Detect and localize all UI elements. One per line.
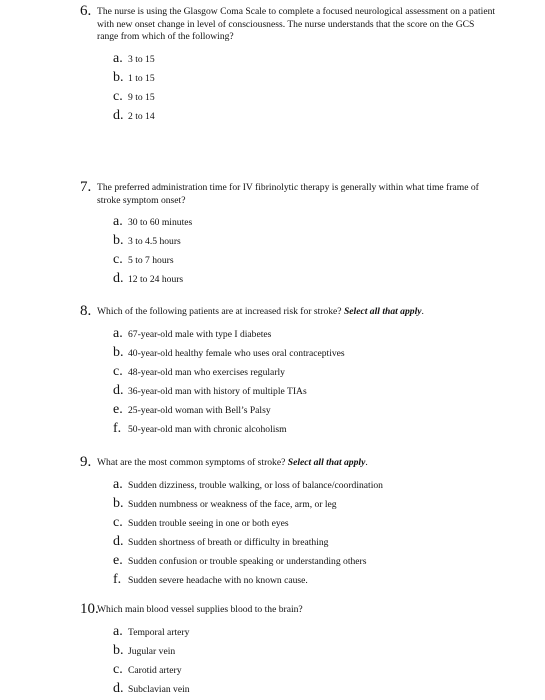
option-letter: c. [113,661,123,677]
option-text: Sudden shortness of breath or difficulty in breathing [128,536,329,548]
option-letter: a. [113,476,123,492]
answer-options [0,50,545,126]
answer-options [0,325,545,439]
option-letter: e. [113,401,123,417]
select-all-instruction: Select all that apply [287,457,366,468]
answer-option[interactable] [0,552,545,571]
question-text: Which main blood vessel supplies blood to the brain? [97,604,303,615]
answer-option[interactable] [0,50,545,69]
answer-option[interactable] [0,571,545,590]
answer-option[interactable] [0,533,545,552]
answer-options [0,623,545,699]
question-stem [0,179,545,207]
question-text: What are the most common symptoms of stroke? [97,457,288,468]
option-text: Sudden numbness or weakness of the face, arm, or leg [128,498,337,510]
question-number: 8. [80,303,92,319]
option-text: Sudden dizziness, trouble walking, or loss of balance/coordination [128,479,383,491]
answer-options [0,213,545,289]
question-text: Which of the following patients are at increased risk for stroke? [97,306,344,317]
option-text: 40-year-old healthy female who uses oral contraceptives [128,347,345,359]
option-text: 50-year-old man with chronic alcoholism [128,423,287,435]
select-all-instruction: Select all that apply [343,306,422,317]
answer-option[interactable] [0,232,545,251]
question-text: The preferred administration time for IV fibrinolytic therapy is generally within what time frame of stroke symptom onset? [97,182,479,206]
option-letter: c. [113,252,123,268]
option-text: Carotid artery [128,664,182,676]
answer-option[interactable] [0,420,545,439]
option-letter: a. [113,325,123,341]
option-text: Temporal artery [128,626,190,638]
option-letter: d. [113,382,124,398]
answer-option[interactable] [0,495,545,514]
question-trailing: . [421,306,424,317]
option-letter: a. [113,214,123,230]
option-text: Sudden severe headache with no known cause. [128,574,308,586]
option-text: Sudden trouble seeing in one or both eyes [128,517,289,529]
option-text: Subclavian vein [128,683,190,695]
question-number: 10. [80,601,99,617]
question-trailing: . [365,457,368,468]
option-letter: d. [113,533,124,549]
answer-option[interactable] [0,642,545,661]
option-letter: d. [113,680,124,696]
option-letter: b. [113,495,124,511]
answer-option[interactable] [0,69,545,88]
answer-option[interactable] [0,363,545,382]
question-stem [0,303,545,319]
answer-option[interactable] [0,623,545,642]
option-letter: a. [113,623,123,639]
option-letter: c. [113,514,123,530]
answer-option[interactable] [0,476,545,495]
question-9 [0,454,545,590]
option-text: 12 to 24 hours [128,274,184,286]
answer-option[interactable] [0,382,545,401]
option-text: Sudden confusion or trouble speaking or understanding others [128,555,367,567]
option-letter: f. [113,420,122,436]
option-text: 3 to 15 [128,53,155,65]
option-text: 9 to 15 [128,91,155,103]
question-6 [0,3,545,126]
option-text: 67-year-old male with type I diabetes [128,328,272,340]
option-text: 25-year-old woman with Bell’s Palsy [128,404,271,416]
question-7 [0,179,545,289]
answer-option[interactable] [0,270,545,289]
option-letter: b. [113,69,124,85]
answer-option[interactable] [0,107,545,126]
option-text: 36-year-old man with history of multiple TIAs [128,385,307,397]
answer-option[interactable] [0,213,545,232]
answer-option[interactable] [0,251,545,270]
answer-option[interactable] [0,514,545,533]
answer-option[interactable] [0,88,545,107]
option-letter: c. [113,363,123,379]
option-letter: d. [113,107,124,123]
option-letter: e. [113,552,123,568]
answer-option[interactable] [0,661,545,680]
option-letter: a. [113,50,123,66]
question-stem [0,454,545,470]
option-text: 5 to 7 hours [128,255,174,267]
option-letter: b. [113,642,124,658]
option-text: Jugular vein [128,645,176,657]
question-number: 9. [80,454,92,470]
question-10 [0,601,545,699]
option-letter: b. [113,233,124,249]
answer-option[interactable] [0,401,545,420]
option-text: 48-year-old man who exercises regularly [128,366,285,378]
question-stem [0,3,545,44]
option-letter: b. [113,344,124,360]
answer-option[interactable] [0,325,545,344]
answer-options [0,476,545,590]
option-text: 2 to 14 [128,110,155,122]
option-letter: c. [113,88,123,104]
answer-option[interactable] [0,680,545,699]
option-letter: f. [113,571,122,587]
option-text: 3 to 4.5 hours [128,236,181,248]
answer-option[interactable] [0,344,545,363]
option-text: 30 to 60 minutes [128,217,193,229]
question-stem [0,601,545,617]
question-8 [0,303,545,439]
option-text: 1 to 15 [128,72,155,84]
question-number: 7. [80,179,92,195]
option-letter: d. [113,271,124,287]
question-text: The nurse is using the Glasgow Coma Scale to complete a focused neurological assessment on a patient with new onset change in level of consciousness. The nurse understands that the score on the GCS range from which of the following? [97,6,496,43]
question-number: 6. [80,3,92,19]
